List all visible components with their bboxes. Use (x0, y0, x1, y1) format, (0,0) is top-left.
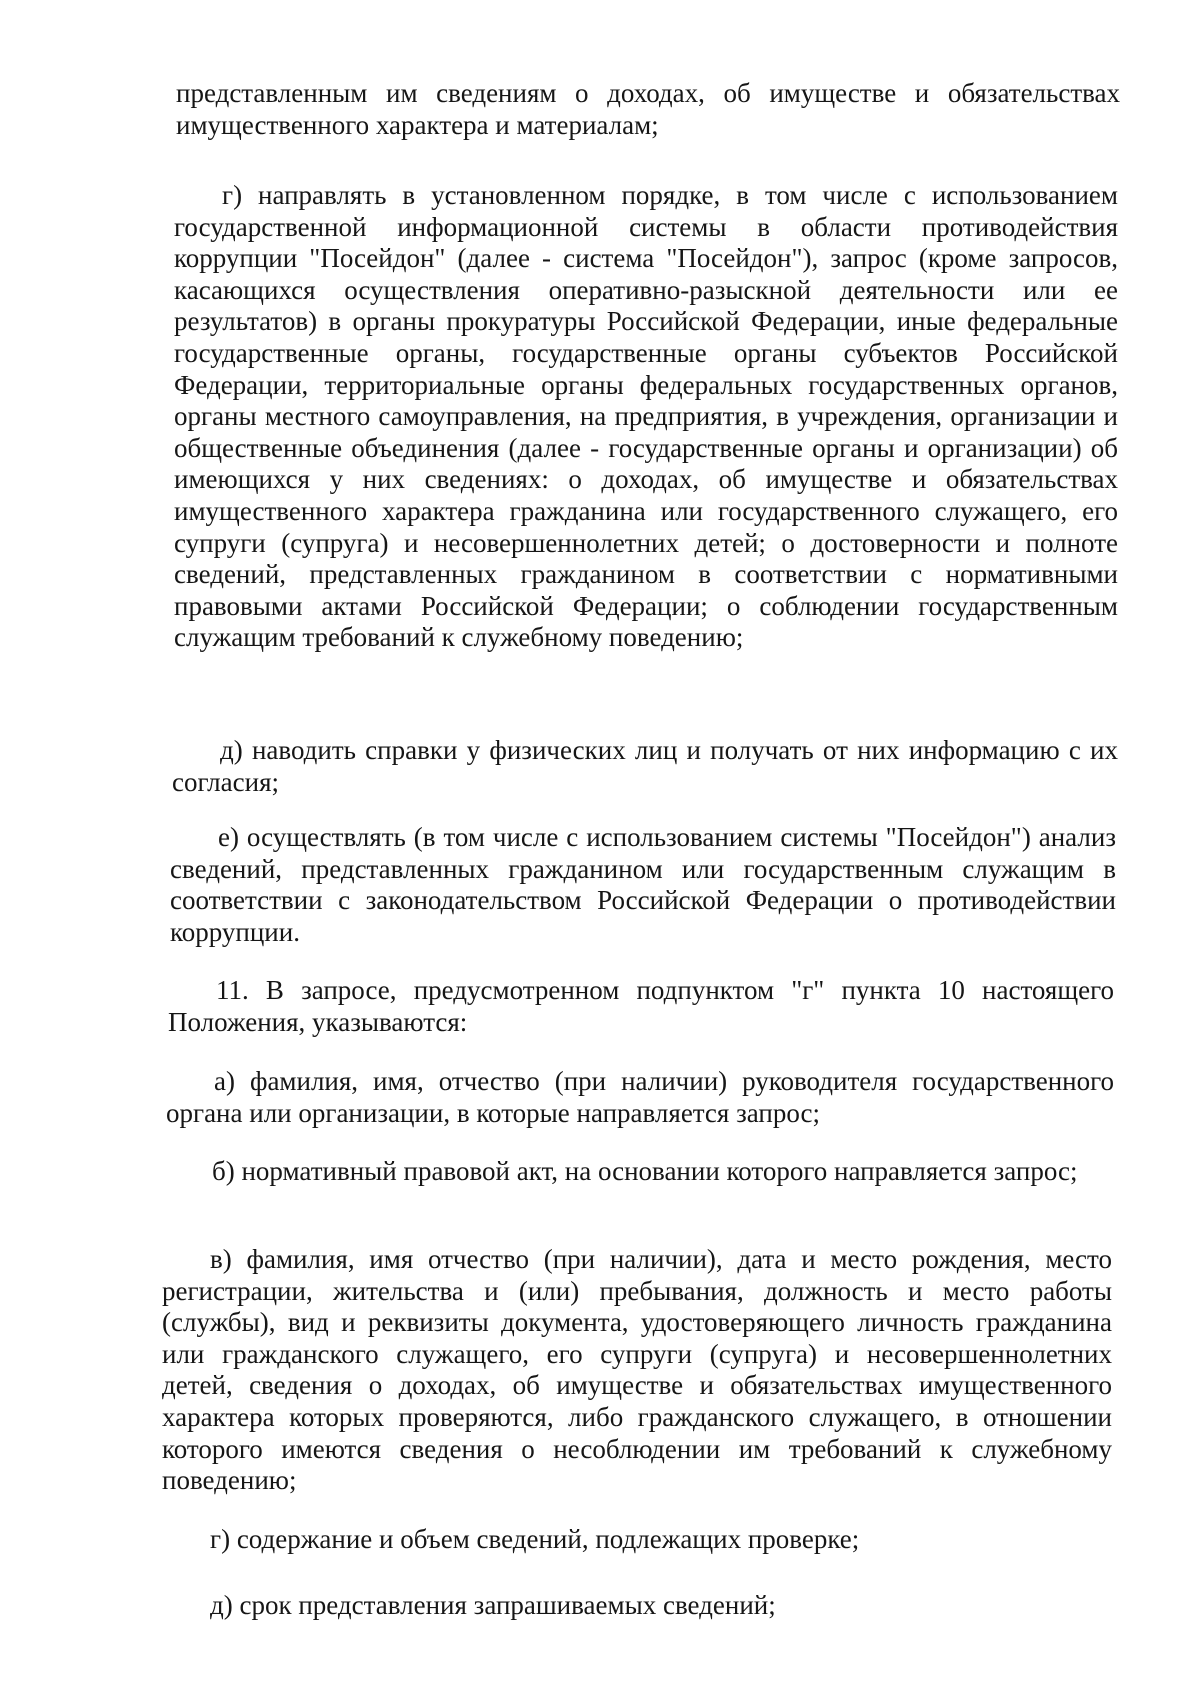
paragraph-item-g-send-request: г) направлять в установленном порядке, в том числе с использованием государственной информационной системы в области противодействия коррупции "Посейдон" (далее - система "Посейдон"), запрос (кроме запросов, касающихся осуществления оперативно-разыскной деятельности или ее результатов) в органы прокуратуры Российской Федерации, иные федеральные государственные органы, государственные органы субъектов Российской Федерации, территориальные органы федеральных государственных органов, органы местного самоуправления, на предприятия, в учреждения, организации и общественные объединения (далее - государственные органы и организации) об имеющихся у них сведениях: о доходах, об имуществе и обязательствах имущественного характера гражданина или государственного служащего, его супруги (супруга) и несовершеннолетних детей; о достоверности и полноте сведений, представленных гражданином в соответствии с нормативными правовыми актами Российской Федерации; о соблюдении государственным служащим требований к служебному поведению; (174, 180, 1118, 653)
paragraph-item-a-head-name: а) фамилия, имя, отчество (при наличии) руководителя государственного органа или организации, в которые направляется запрос; (166, 1066, 1114, 1128)
paragraph-item-g-content-scope: г) содержание и объем сведений, подлежащих проверке; (210, 1524, 860, 1554)
paragraph-item-e-analysis: е) осуществлять (в том числе с использованием системы "Посейдон") анализ сведений, представленных гражданином или государственным служащим в соответствии с законодательством Российской Федерации о противодействии коррупции. (170, 822, 1116, 947)
paragraph-item-d-inquiries: д) наводить справки у физических лиц и получать от них информацию с их согласия; (172, 735, 1118, 797)
paragraph-clause-11: 11. В запросе, предусмотренном подпунктом "г" пункта 10 настоящего Положения, указываются: (168, 975, 1114, 1037)
paragraph-item-d-deadline: д) срок представления запрашиваемых сведений; (210, 1590, 776, 1620)
paragraph-item-v-person-details: в) фамилия, имя отчество (при наличии), дата и место рождения, место регистрации, жительства и (или) пребывания, должность и место работы (службы), вид и реквизиты документа, удостоверяющего личность гражданина или гражданского служащего, его супруги (супруга) и несовершеннолетних детей, сведения о доходах, об имуществе и обязательствах имущественного характера которых проверяются, либо гражданского служащего, в отношении которого имеются сведения о несоблюдении им требований к служебному поведению; (162, 1244, 1112, 1496)
paragraph-item-b-legal-act: б) нормативный правовой акт, на основании которого направляется запрос; (212, 1156, 1078, 1186)
paragraph-continuation: представленным им сведениям о доходах, об имуществе и обязательствах имущественного характера и материалам; (176, 78, 1120, 140)
